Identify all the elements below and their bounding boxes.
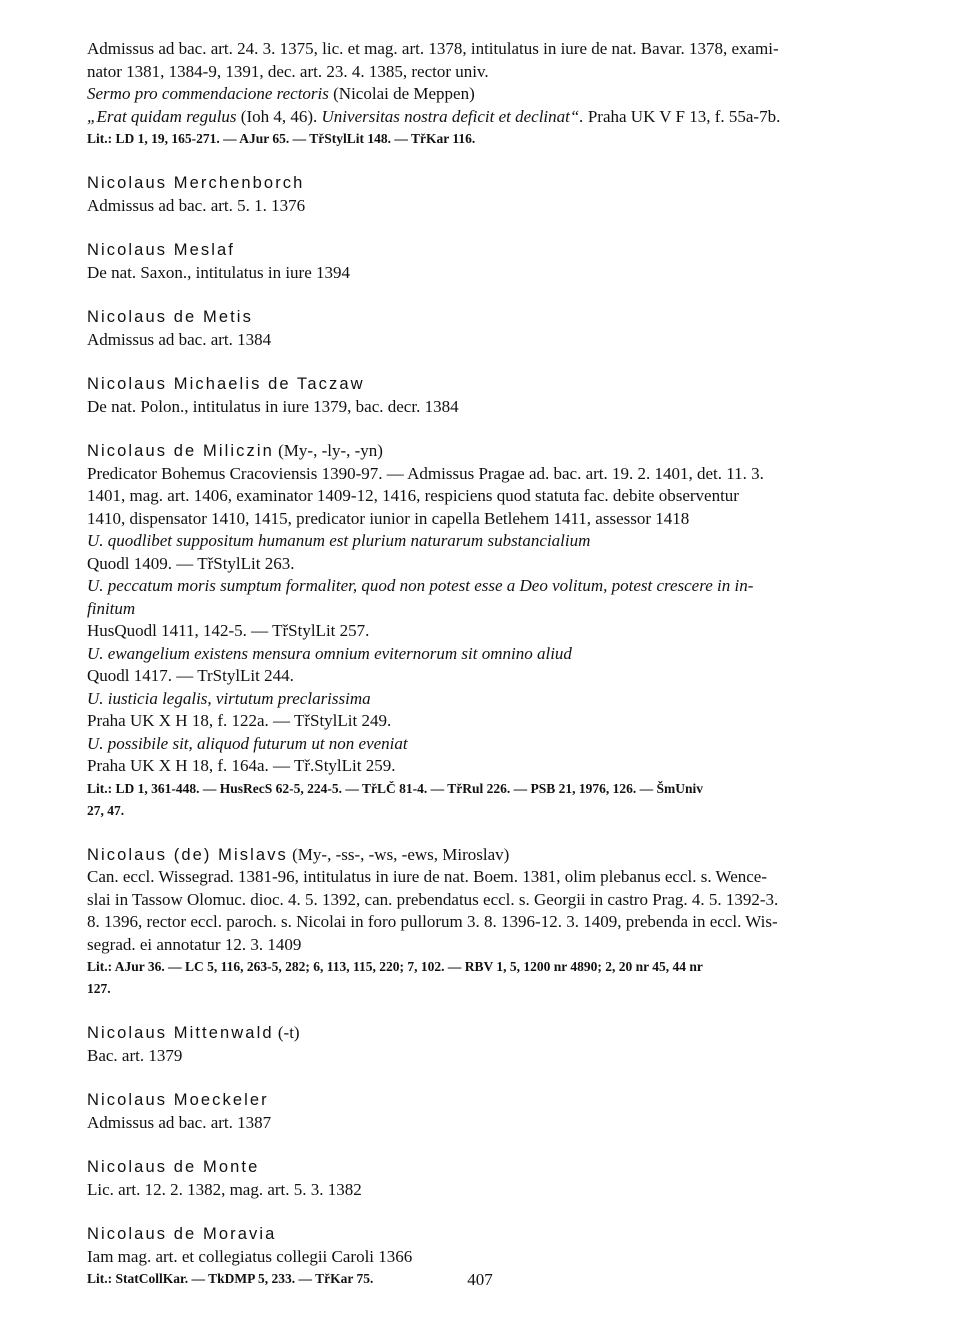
sermo-line: [87, 83, 897, 106]
text-line: 1401, mag. art. 1406, examinator 1409-12, 1416, respiciens quod statuta fac. debite observentur: [87, 486, 739, 505]
document-page: [87, 38, 897, 1290]
text-line: slai in Tassow Olomuc. dioc. 4. 5. 1392, can. prebendatus eccl. s. Georgii in castro Prag. 4. 5. 1392-3.: [87, 889, 779, 909]
entry-de-monte: [87, 1156, 897, 1201]
incipit-text: „Erat quidam regulus: [87, 106, 237, 126]
entry-name-line: [87, 844, 897, 867]
sermo-title: Sermo pro commendacione rectoris: [87, 84, 329, 103]
incipit-ref: (Ioh 4, 46).: [236, 106, 322, 126]
text-line: Admissus ad bac. art. 1387: [87, 1112, 272, 1132]
entry-name: Nicolaus de Metis: [87, 308, 253, 326]
quodlibet-ref: Praha UK X H 18, f. 122a. — TřStylLit 249.: [87, 711, 392, 730]
quodlibet-ref: Praha UK X H 18, f. 164a. — Tř.StylLit 259.: [87, 756, 396, 775]
entry-name: Nicolaus (de) Mislavs: [87, 845, 288, 864]
text-line: Admissus ad bac. art. 5. 1. 1376: [87, 195, 306, 215]
text-line: 8. 1396, rector eccl. paroch. s. Nicolai in foro pullorum 3. 8. 1396-12. 3. 1409, prebenda in eccl. Wis-: [87, 912, 778, 931]
manuscript-ref: Praha UK V F 13, f. 55a-7b.: [583, 106, 781, 126]
quodlibet-ref: Quodl 1409. — TřStylLit 263.: [87, 553, 295, 573]
literature-line: Lit.: LD 1, 361-448. — HusRecS 62-5, 224-5. — TřLČ 81-4. — TřRul 226. — PSB 21, 1976, 126. — ŠmUniv: [87, 780, 704, 796]
text-line: Admissus ad bac. art. 24. 3. 1375, lic. et mag. art. 1378, intitulatus in iure de nat. Bavar. 1378, exami-: [87, 39, 779, 58]
quodlibet-title: U. ewangelium existens mensura omnium eviternorum sit omnino aliud: [87, 643, 572, 663]
entry-mislavs: [87, 844, 897, 1001]
quodlibet-title: U. quodlibet suppositum humanum est plurium naturarum substancialium: [87, 531, 591, 550]
quodlibet-title: U. possibile sit, aliquod futurum ut non eveniat: [87, 733, 408, 753]
incipit-text-2: Universitas nostra deficit et declinat“.: [321, 106, 584, 126]
incipit-line: [87, 106, 897, 129]
entry-name: Nicolaus de Miliczin: [87, 442, 274, 460]
entry-michaelis: [87, 373, 897, 418]
text-line: segrad. ei annotatur 12. 3. 1409: [87, 934, 302, 954]
entry-mittenwald: [87, 1022, 897, 1067]
entry-meslaf: [87, 239, 897, 284]
entry-merchenborch: [87, 172, 897, 217]
quodlibet-title: U. peccatum moris sumptum formaliter, quod non potest esse a Deo volitum, potest crescere in in-: [87, 576, 754, 595]
entry-name: Nicolaus Moeckeler: [87, 1091, 269, 1109]
text-line: Bac. art. 1379: [87, 1045, 183, 1065]
entry-name: Nicolaus Mittenwald: [87, 1024, 274, 1042]
entry-moeckeler: [87, 1089, 897, 1134]
text-line: 1410, dispensator 1410, 1415, predicator iunior in capella Betlehem 1411, assessor 1418: [87, 508, 690, 528]
quodlibet-ref: Quodl 1417. — TrStylLit 244.: [87, 666, 294, 685]
text-line: De nat. Saxon., intitulatus in iure 1394: [87, 262, 350, 282]
literature-line: Lit.: StatCollKar. — TkDMP 5, 233. — TřKar 75.: [87, 1271, 374, 1286]
entry-continued: [87, 38, 897, 150]
entry-name-line: [87, 1022, 897, 1045]
text-line: Can. eccl. Wissegrad. 1381-96, intitulatus in iure de nat. Boem. 1381, olim plebanus eccl. s. Wence-: [87, 867, 767, 886]
name-variants: (My-, -ly-, -yn): [273, 441, 383, 460]
entry-name: Nicolaus Michaelis de Taczaw: [87, 375, 365, 393]
literature-line: Lit.: LD 1, 19, 165-271. — AJur 65. — TřStylLit 148. — TřKar 116.: [87, 131, 476, 146]
literature-line: 27, 47.: [87, 802, 125, 818]
text-line: Iam mag. art. et collegiatus collegii Caroli 1366: [87, 1246, 413, 1266]
quodlibet-ref: HusQuodl 1411, 142-5. — TřStylLit 257.: [87, 621, 370, 640]
text-line: Lic. art. 12. 2. 1382, mag. art. 5. 3. 1382: [87, 1179, 362, 1199]
name-variants: (My-, -ss-, -ws, -ews, Miroslav): [287, 844, 510, 864]
text-line: Predicator Bohemus Cracoviensis 1390-97. — Admissus Pragae ad. bac. art. 19. 2. 1401, det. 11. 3.: [87, 463, 764, 483]
quodlibet-title: U. iusticia legalis, virtutum preclarissima: [87, 688, 371, 708]
entry-name: Nicolaus de Monte: [87, 1158, 260, 1176]
name-variants: (-t): [273, 1023, 300, 1042]
entry-de-metis: [87, 306, 897, 351]
literature-line: 127.: [87, 981, 111, 996]
entry-name: Nicolaus Meslaf: [87, 241, 235, 259]
entry-name-line: [87, 440, 897, 463]
text-line: De nat. Polon., intitulatus in iure 1379, bac. decr. 1384: [87, 396, 459, 416]
literature-line: Lit.: AJur 36. — LC 5, 116, 263-5, 282; 6, 113, 115, 220; 7, 102. — RBV 1, 5, 1200 nr 4890; 2, 20 nr 45, 44 nr: [87, 959, 703, 974]
page-number: 407: [467, 1270, 493, 1289]
sermo-author: (Nicolai de Meppen): [328, 84, 475, 103]
quodlibet-title: finitum: [87, 598, 136, 618]
text-line: nator 1381, 1384-9, 1391, dec. art. 23. 4. 1385, rector univ.: [87, 61, 489, 81]
text-line: Admissus ad bac. art. 1384: [87, 329, 272, 349]
entry-miliczin: [87, 440, 897, 822]
entry-name: Nicolaus de Moravia: [87, 1225, 277, 1243]
entry-name: Nicolaus Merchenborch: [87, 174, 305, 192]
